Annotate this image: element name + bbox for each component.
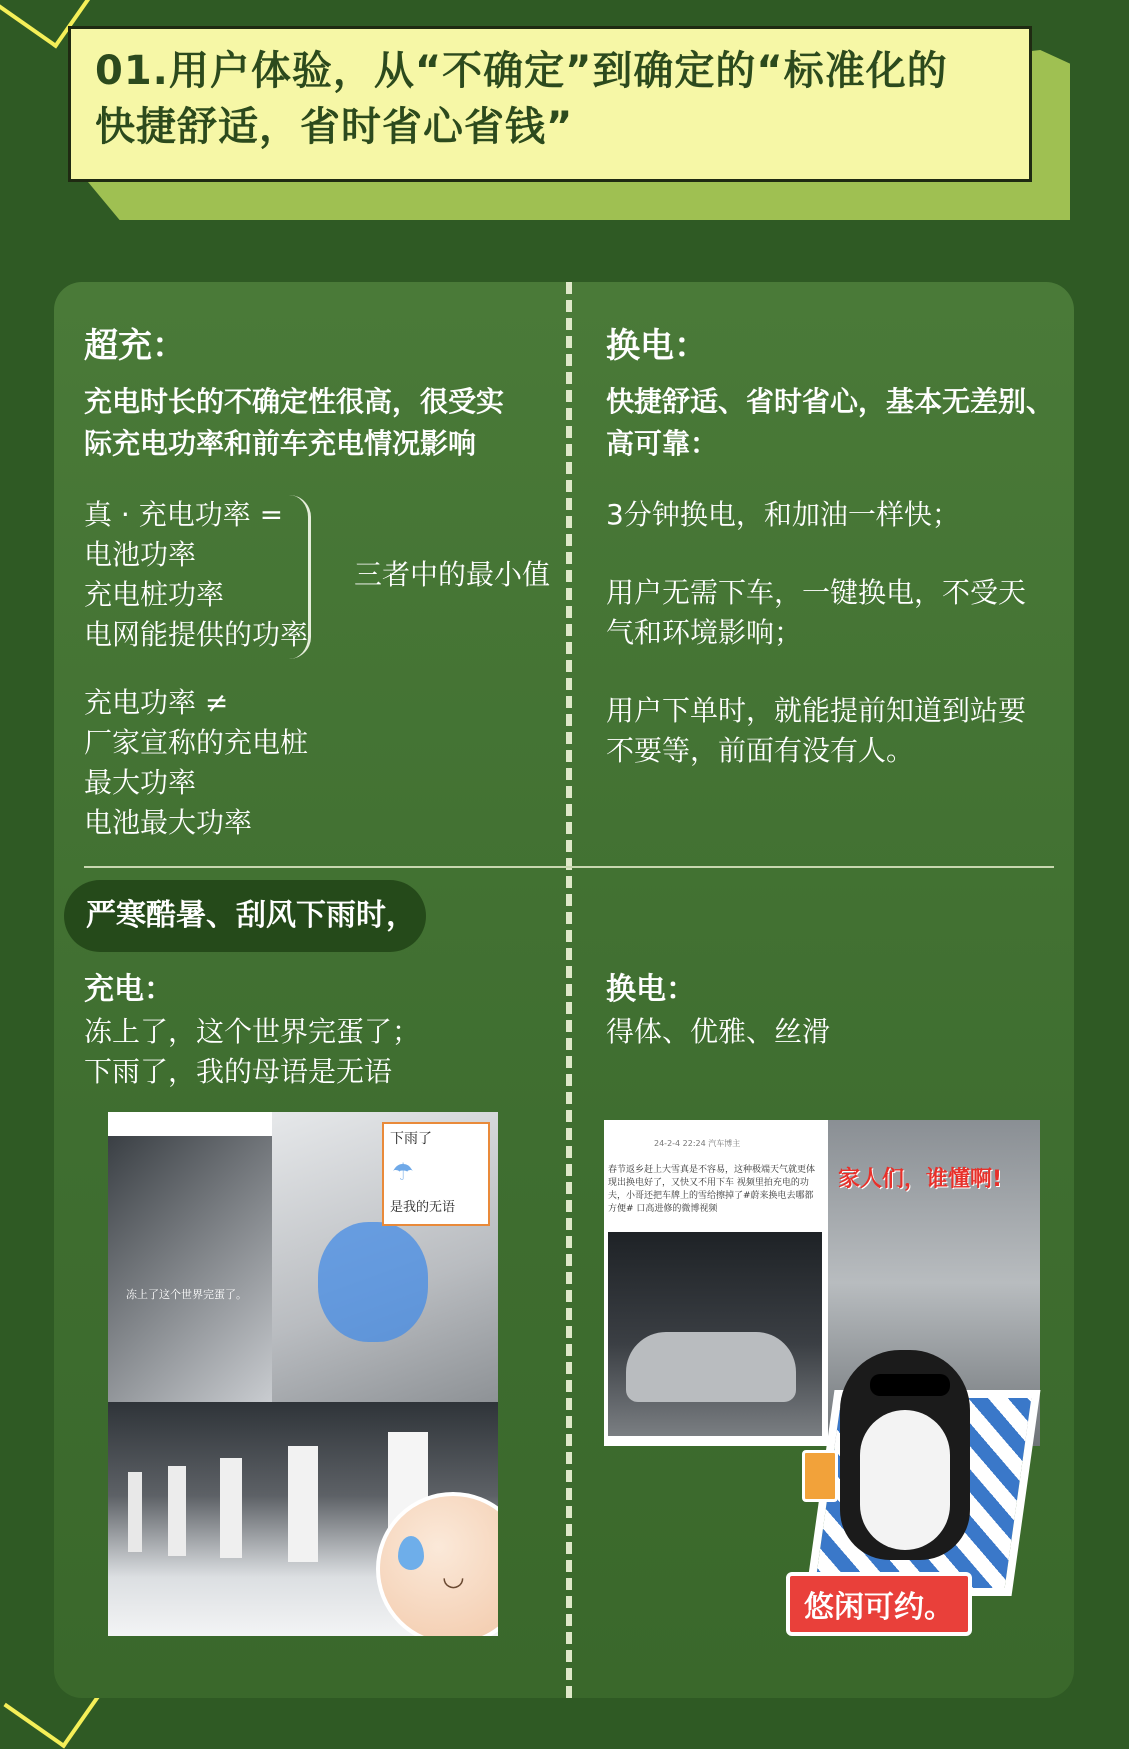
- blue-bag: [318, 1222, 428, 1342]
- swap-point-2: 用户无需下车，一键换电，不受天 气和环境影响；: [606, 576, 1027, 649]
- supercharge-subtitle: 充电时长的不确定性很高，很受实 际充电功率和前车充电情况影响: [84, 385, 505, 460]
- post-text: 春节返乡赶上大雪真是不容易，这种极端天气就更体现出换电好了，又快又不用下车 视频里拍充电的功夫，小哥还把车牌上的雪给擦掉了#蔚来换电去哪都方便# 口高进修的微博视频: [608, 1165, 816, 1214]
- formula-brace: [284, 495, 311, 659]
- charging-line-1: 冻上了，这个世界完蛋了；: [84, 1015, 421, 1048]
- swap-point-3: 用户下单时，就能提前知道到站要 不要等，前面有没有人。: [606, 694, 1027, 767]
- page-title-line1: 01.用户体验，从“不确定”到确定的“标准化的: [95, 48, 948, 94]
- formula-result: 三者中的最小值: [354, 558, 551, 591]
- sunglasses-icon: [870, 1374, 950, 1396]
- charger-pile: [168, 1466, 186, 1556]
- frozen-charger-photo: [108, 1136, 272, 1402]
- formula-label: 真 · 充电功率 =: [84, 498, 284, 531]
- neq-label: 充电功率 ≠: [84, 686, 229, 719]
- smile-icon: ◡: [442, 1562, 465, 1592]
- battery-swap-section: [606, 318, 1076, 771]
- swap-point-1: 3分钟换电，和加油一样快；: [606, 498, 960, 531]
- power-inequality: [84, 683, 554, 843]
- column-divider: [566, 282, 572, 1698]
- sweat-drop-icon: [398, 1536, 424, 1570]
- swap-weather-heading: 换电：: [606, 972, 696, 1007]
- power-formula: [84, 495, 554, 655]
- post-meta: 24-2-4 22:24 汽车博主: [654, 1139, 741, 1148]
- supercharge-section: [84, 318, 554, 843]
- neq-item: 厂家宣称的充电桩: [84, 726, 309, 759]
- charging-heading: 充电：: [84, 972, 174, 1007]
- weather-section-label: 严寒酷暑、刮风下雨时，: [64, 880, 426, 952]
- sticker-caption: 悠闲可约。: [786, 1572, 972, 1636]
- post-header-bar: [108, 1112, 272, 1136]
- rain-bagged-charger-photo: [272, 1112, 498, 1402]
- formula-item: 电网能提供的功率: [84, 618, 309, 651]
- section-divider: [84, 866, 1054, 868]
- charging-line-2: 下雨了，我的母语是无语: [84, 1055, 393, 1088]
- swap-weather-line: 得体、优雅、丝滑: [606, 1015, 831, 1048]
- photo-caption-frozen: 冻上了这个世界完蛋了。: [126, 1288, 247, 1301]
- swap-heading: 换电：: [606, 326, 708, 366]
- video-caption: 家人们，谁懂啊!: [838, 1167, 1003, 1192]
- charging-photo-collage: [108, 1112, 498, 1636]
- formula-item: 充电桩功率: [84, 578, 225, 611]
- supercharge-heading: 超充：: [84, 326, 186, 366]
- formula-item: 电池功率: [84, 538, 197, 571]
- charger-pile: [220, 1458, 242, 1558]
- title-banner: [68, 26, 1032, 182]
- rain-cloud-icon: ☂: [392, 1158, 414, 1186]
- page-title-line2: 快捷舒适，省时省心省钱”: [95, 104, 574, 150]
- charger-pile: [128, 1472, 142, 1552]
- swap-weather-section: [606, 964, 1076, 1052]
- penguin-belly: [860, 1410, 950, 1550]
- rain-sticker: 下雨了 是我的无语 ☂: [382, 1122, 490, 1226]
- snow-covered-car: [626, 1332, 796, 1402]
- charger-pile: [288, 1446, 318, 1562]
- juice-icon: [802, 1450, 838, 1502]
- neq-item: 最大功率: [84, 766, 197, 799]
- swap-subtitle: 快捷舒适、省时省心，基本无差别、 高可靠：: [606, 385, 1055, 460]
- neq-item: 电池最大功率: [84, 806, 253, 839]
- charging-weather-section: [84, 964, 554, 1092]
